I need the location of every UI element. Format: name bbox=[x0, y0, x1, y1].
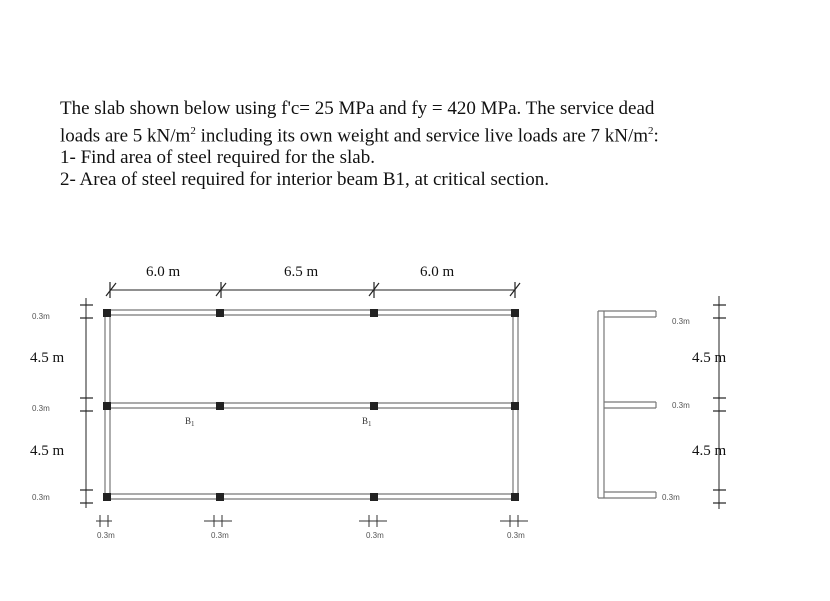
beam-label-2 bbox=[362, 416, 372, 428]
section-height-label-1: 4.5 m bbox=[692, 350, 727, 366]
beam-label-1-sub: 1 bbox=[191, 420, 195, 428]
beam-label-2-main: B bbox=[362, 416, 369, 426]
problem-line-1: The slab shown below using f'c= 25 MPa and fy = 420 MPa. The service dead bbox=[60, 98, 655, 119]
section-support-label-1: 0.3m bbox=[672, 317, 690, 326]
problem-line-2b: including its own weight and service live loads are 7 kN/m bbox=[195, 125, 649, 147]
section-view bbox=[598, 296, 726, 509]
span-label-3: 6.0 m bbox=[420, 264, 455, 280]
span-label-1: 6.0 m bbox=[146, 264, 181, 280]
superscript-2a: 2 bbox=[190, 125, 196, 137]
problem-line-2a: loads are 5 kN/m bbox=[60, 125, 191, 147]
support-label-left-3: 0.3m bbox=[32, 493, 50, 502]
beam-lines bbox=[103, 310, 518, 499]
support-label-bottom-3: 0.3m bbox=[366, 531, 384, 540]
support-label-bottom-2: 0.3m bbox=[211, 531, 229, 540]
span-label-2: 6.5 m bbox=[284, 264, 319, 280]
section-height-label-2: 4.5 m bbox=[692, 443, 727, 459]
problem-item-2: 2- Area of steel required for interior beam B1, at critical section. bbox=[60, 169, 550, 191]
problem-item-1: 1- Find area of steel required for the slab. bbox=[60, 147, 375, 169]
beam-label-1-main: B bbox=[185, 416, 192, 426]
section-support-label-2: 0.3m bbox=[672, 401, 690, 410]
problem-line-2c: : bbox=[653, 125, 659, 147]
section-support-label-3: 0.3m bbox=[662, 493, 680, 502]
superscript-2b: 2 bbox=[648, 125, 654, 137]
bottom-support-markers bbox=[96, 515, 528, 527]
columns bbox=[103, 309, 519, 501]
height-label-2: 4.5 m bbox=[30, 443, 65, 459]
support-label-left-2: 0.3m bbox=[32, 404, 50, 413]
support-label-left-1: 0.3m bbox=[32, 312, 50, 321]
beam-label-2-sub: 1 bbox=[368, 420, 372, 428]
support-label-bottom-1: 0.3m bbox=[97, 531, 115, 540]
support-label-bottom-4: 0.3m bbox=[507, 531, 525, 540]
beam-label-1 bbox=[185, 416, 195, 428]
plan-view bbox=[80, 282, 528, 527]
height-label-1: 4.5 m bbox=[30, 350, 65, 366]
